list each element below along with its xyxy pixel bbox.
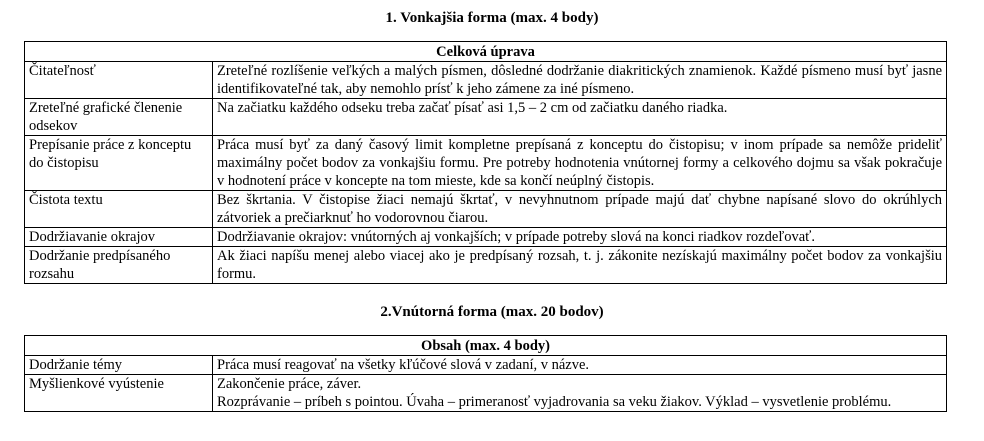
criterion-label: Dodržanie predpísaného rozsahu [25, 247, 213, 284]
criterion-description: Dodržiavanie okrajov: vnútorných aj vonkajších; v prípade potreby slová na konci riadkov rozdeľovať. [213, 228, 947, 247]
criterion-label: Dodržanie témy [25, 356, 213, 375]
criterion-description-block [213, 375, 947, 412]
table-row [25, 228, 947, 247]
table-row [25, 99, 947, 136]
criterion-label: Myšlienkové vyústenie [25, 375, 213, 412]
criteria-table-outer-form [24, 41, 947, 284]
table-header-row [25, 42, 947, 62]
table-row [25, 191, 947, 228]
table-header: Celková úprava [25, 42, 947, 62]
criterion-description-detail: Rozprávanie – príbeh s pointou. Úvaha – primeranosť vyjadrovania sa veku žiakov. Výklad – vysvetlenie problému. [217, 394, 892, 410]
table-row [25, 356, 947, 375]
criterion-description: Zakončenie práce, záver. [217, 376, 362, 392]
criterion-description: Zreteľné rozlíšenie veľkých a malých písmen, dôsledné dodržanie diakritických znamienok. Každé písmeno musí byť jasne identifikovateľné tak, aby nemohlo prísť k jeho zámene za iné písmeno. [213, 62, 947, 99]
criterion-label: Prepísanie práce z konceptu do čistopisu [25, 136, 213, 191]
table-header: Obsah (max. 4 body) [25, 336, 947, 356]
table-row [25, 375, 947, 412]
table-row [25, 247, 947, 284]
criteria-table-inner-form [24, 335, 947, 412]
criterion-description: Práca musí byť za daný časový limit kompletne prepísaná z konceptu do čistopisu; v inom prípade sa nemôže prideliť maximálny počet bodov za vonkajšiu formu. Pre potreby hodnotenia vnútornej formy a celkového dojmu sa však pokračuje v hodnotení práce v koncepte na tom mieste, kde sa končí neúplný čistopis. [213, 136, 947, 191]
criterion-description: Práca musí reagovať na všetky kľúčové slová v zadaní, v názve. [213, 356, 947, 375]
criterion-label: Čitateľnosť [25, 62, 213, 99]
criterion-label: Čistota textu [25, 191, 213, 228]
section-1-title: 1. Vonkajšia forma (max. 4 body) [385, 10, 599, 26]
table-row [25, 136, 947, 191]
table-header-row [25, 336, 947, 356]
table-row [25, 62, 947, 99]
criterion-label: Zreteľné grafické členenie odsekov [25, 99, 213, 136]
criterion-label: Dodržiavanie okrajov [25, 228, 213, 247]
criterion-description: Bez škrtania. V čistopise žiaci nemajú škrtať, v nevyhnutnom prípade majú dať chybne napísané slovo do okrúhlych zátvoriek a prečiarknuť ho vodorovnou čiarou. [213, 191, 947, 228]
criterion-description: Na začiatku každého odseku treba začať písať asi 1,5 – 2 cm od začiatku daného riadka. [213, 99, 947, 136]
section-2-title: 2.Vnútorná forma (max. 20 bodov) [380, 304, 604, 320]
criterion-description: Ak žiaci napíšu menej alebo viacej ako je predpísaný rozsah, t. j. zákonite nezískajú maximálny počet bodov za vonkajšiu formu. [213, 247, 947, 284]
